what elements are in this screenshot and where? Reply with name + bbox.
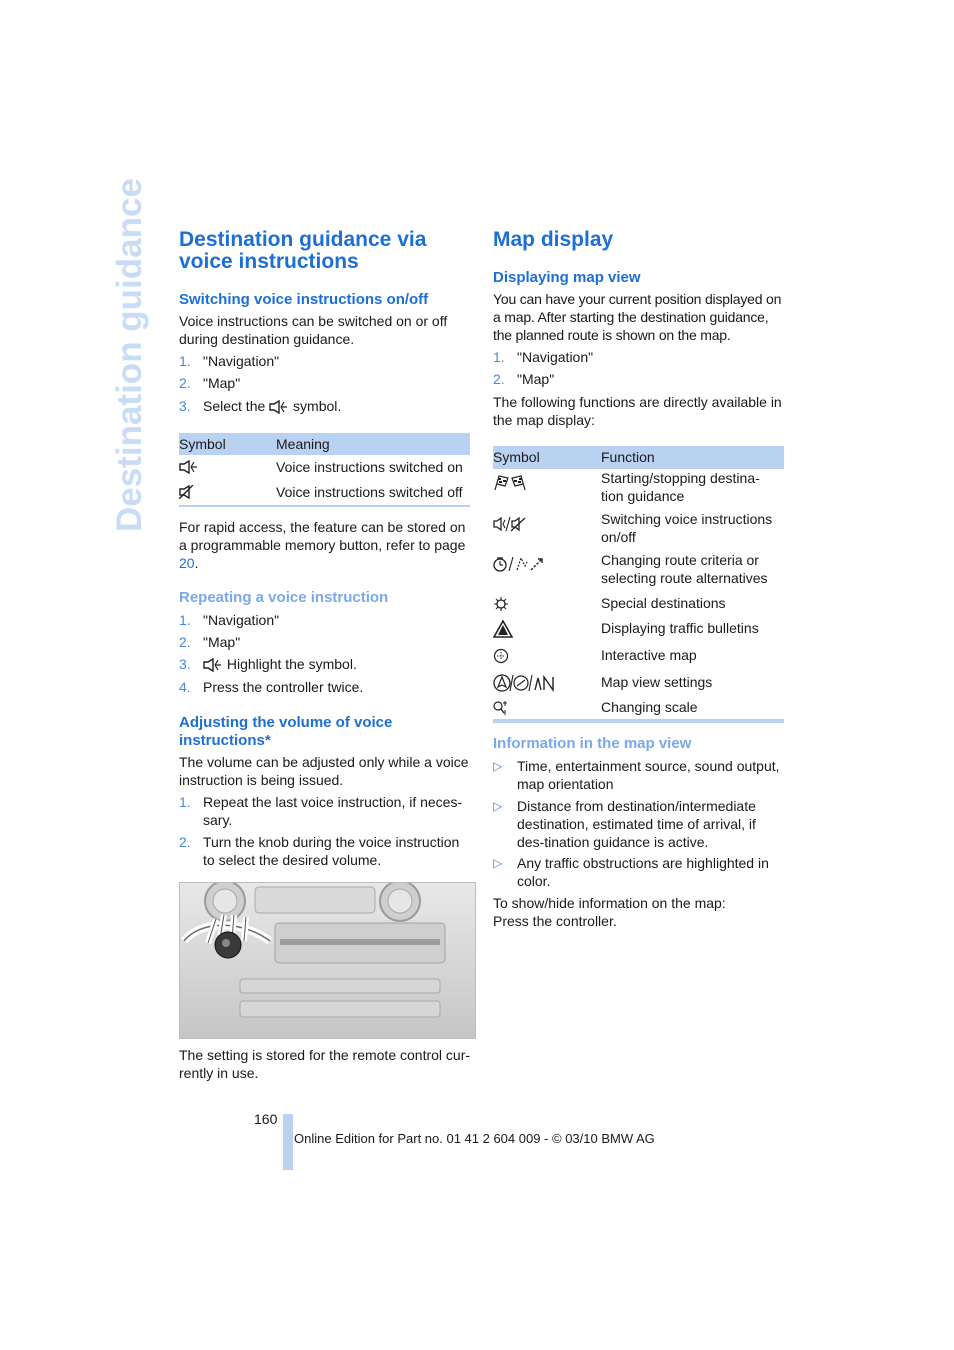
list-item [493, 797, 785, 851]
table-row [493, 469, 784, 507]
table-cell-function: Map view settings [601, 674, 713, 690]
step-text: "Map" [203, 634, 241, 650]
table-row [493, 510, 784, 548]
memory-button-note [179, 518, 471, 572]
list-item [493, 854, 785, 890]
bullet-triangle-icon: ▷ [493, 759, 503, 773]
table-row [493, 646, 784, 666]
info-outro-line-2: Press the controller. [493, 913, 617, 929]
list-item [179, 833, 471, 869]
list-item [179, 678, 469, 696]
table-row [493, 551, 784, 589]
edition-note: Online Edition for Part no. 01 41 2 604 009 - © 03/10 BMW AG [294, 1131, 655, 1146]
list-item [179, 633, 469, 651]
map-view-intro: You can have your current position displayed on a map. After starting the destination guidance, the planned route is shown on the map. [493, 291, 782, 343]
volume-intro: The volume can be adjusted only while a voice instruction is being issued. [179, 754, 469, 788]
list-item [179, 793, 471, 829]
table-cell-function: Special destinations [601, 595, 726, 611]
section-heading-voice-instructions: Destination guidance via voice instructions [179, 228, 427, 273]
page-number: 160 [254, 1111, 278, 1127]
table-row [179, 458, 470, 478]
table-header [179, 433, 470, 455]
step-number: 2. [179, 634, 191, 650]
step-text [203, 397, 341, 415]
note-period: . [194, 555, 199, 571]
column-header-function: Function [601, 449, 655, 465]
column-header-meaning: Meaning [276, 436, 330, 452]
bullet-text: Distance from destination/intermediate destination, estimated time of arrival, if des-tination guidance is active. [517, 798, 756, 850]
step-text: Repeat the last voice instruction, if neces-sary. [203, 794, 463, 828]
speaker-toggle-icon [493, 516, 527, 532]
speaker-muted-icon [179, 485, 199, 499]
info-outro-line-1: To show/hide information on the map: [493, 895, 726, 911]
list-item [493, 348, 783, 366]
subheading-switching: Switching voice instructions on/off [179, 291, 429, 308]
scale-icon [493, 700, 509, 716]
table-cell-function: Switching voice instructions on/off [601, 511, 773, 545]
map-view-settings-icon [493, 674, 555, 692]
list-item [179, 374, 469, 392]
step-number: 3. [179, 398, 191, 414]
column-header-symbol: Symbol [179, 436, 226, 452]
step-text: "Map" [517, 371, 555, 387]
checkered-flags-icon [493, 475, 527, 491]
map-functions-lead: The following functions are directly available in the map display: [493, 394, 782, 428]
table-cell-function: Displaying traffic bulletins [601, 620, 759, 636]
bullet-text: Any traffic obstructions are highlighted in color. [517, 855, 769, 889]
table-row [493, 673, 784, 693]
switching-intro: Voice instructions can be switched on or off during destination guidance. [179, 313, 448, 347]
table-row [179, 483, 470, 503]
section-heading-map-display: Map display [493, 228, 614, 251]
step-text: Press the controller twice. [203, 679, 364, 695]
step-text: "Navigation" [203, 353, 280, 369]
bullet-triangle-icon: ▷ [493, 856, 503, 870]
step-number: 1. [493, 349, 505, 365]
table-bottom-rule [493, 719, 784, 723]
volume-outro: The setting is stored for the remote control cur-rently in use. [179, 1047, 471, 1081]
note-text: For rapid access, the feature can be stored on a programmable memory button, refer to page [179, 519, 466, 553]
traffic-warning-icon [493, 620, 513, 638]
step-text-pre: Select the [203, 398, 266, 414]
interactive-map-icon [493, 648, 509, 664]
step-number: 1. [179, 353, 191, 369]
side-title: Destination guidance [110, 178, 149, 532]
table-cell-function: Interactive map [601, 647, 697, 663]
console-image [179, 882, 476, 1039]
step-text: "Map" [203, 375, 241, 391]
step-text: Turn the knob during the voice instruction to select the desired volume. [203, 834, 460, 868]
table-row [493, 619, 784, 639]
bullet-text: Time, entertainment source, sound output, map orientation [517, 758, 780, 792]
page-link[interactable]: 20 [179, 555, 195, 571]
step-number: 2. [493, 371, 505, 387]
footer-bar [283, 1114, 293, 1170]
table-bottom-rule [179, 505, 470, 507]
step-number: 1. [179, 612, 191, 628]
table-cell-meaning: Voice instructions switched on [276, 459, 463, 475]
step-number: 4. [179, 679, 191, 695]
step-number: 2. [179, 375, 191, 391]
step-text-with-icon [203, 655, 357, 673]
step-number: 3. [179, 656, 191, 672]
step-text: "Navigation" [203, 612, 280, 628]
table-cell-function: Changing scale [601, 699, 698, 715]
special-destinations-icon [493, 596, 509, 612]
table-header [493, 446, 784, 469]
subheading-displaying-map-view: Displaying map view [493, 269, 641, 286]
table-cell-meaning: Voice instructions switched off [276, 484, 463, 500]
list-item [493, 370, 783, 388]
subheading-repeating: Repeating a voice instruction [179, 589, 389, 606]
step-text: Highlight the symbol. [226, 656, 357, 672]
bullet-triangle-icon: ▷ [493, 799, 503, 813]
table-cell-function: Changing route criteria or selecting route alternatives [601, 552, 768, 586]
step-number: 2. [179, 834, 191, 850]
table-row [493, 698, 784, 718]
table-cell-function: Starting/stopping destina-tion guidance [601, 470, 760, 504]
speaker-icon [203, 658, 223, 672]
subheading-information: Information in the map view [493, 735, 692, 752]
table-row [493, 594, 784, 614]
step-text-post: symbol. [293, 398, 342, 414]
speaker-icon [269, 400, 289, 414]
column-header-symbol: Symbol [493, 449, 540, 465]
route-criteria-icon [493, 556, 545, 572]
list-item [179, 655, 469, 673]
step-number: 1. [179, 794, 191, 810]
list-item [179, 397, 469, 415]
subheading-volume: Adjusting the volume of voice instructions* [179, 714, 393, 749]
list-item [179, 352, 469, 370]
speaker-icon [179, 460, 199, 474]
list-item [493, 757, 785, 793]
step-text: "Navigation" [517, 349, 594, 365]
list-item [179, 611, 469, 629]
